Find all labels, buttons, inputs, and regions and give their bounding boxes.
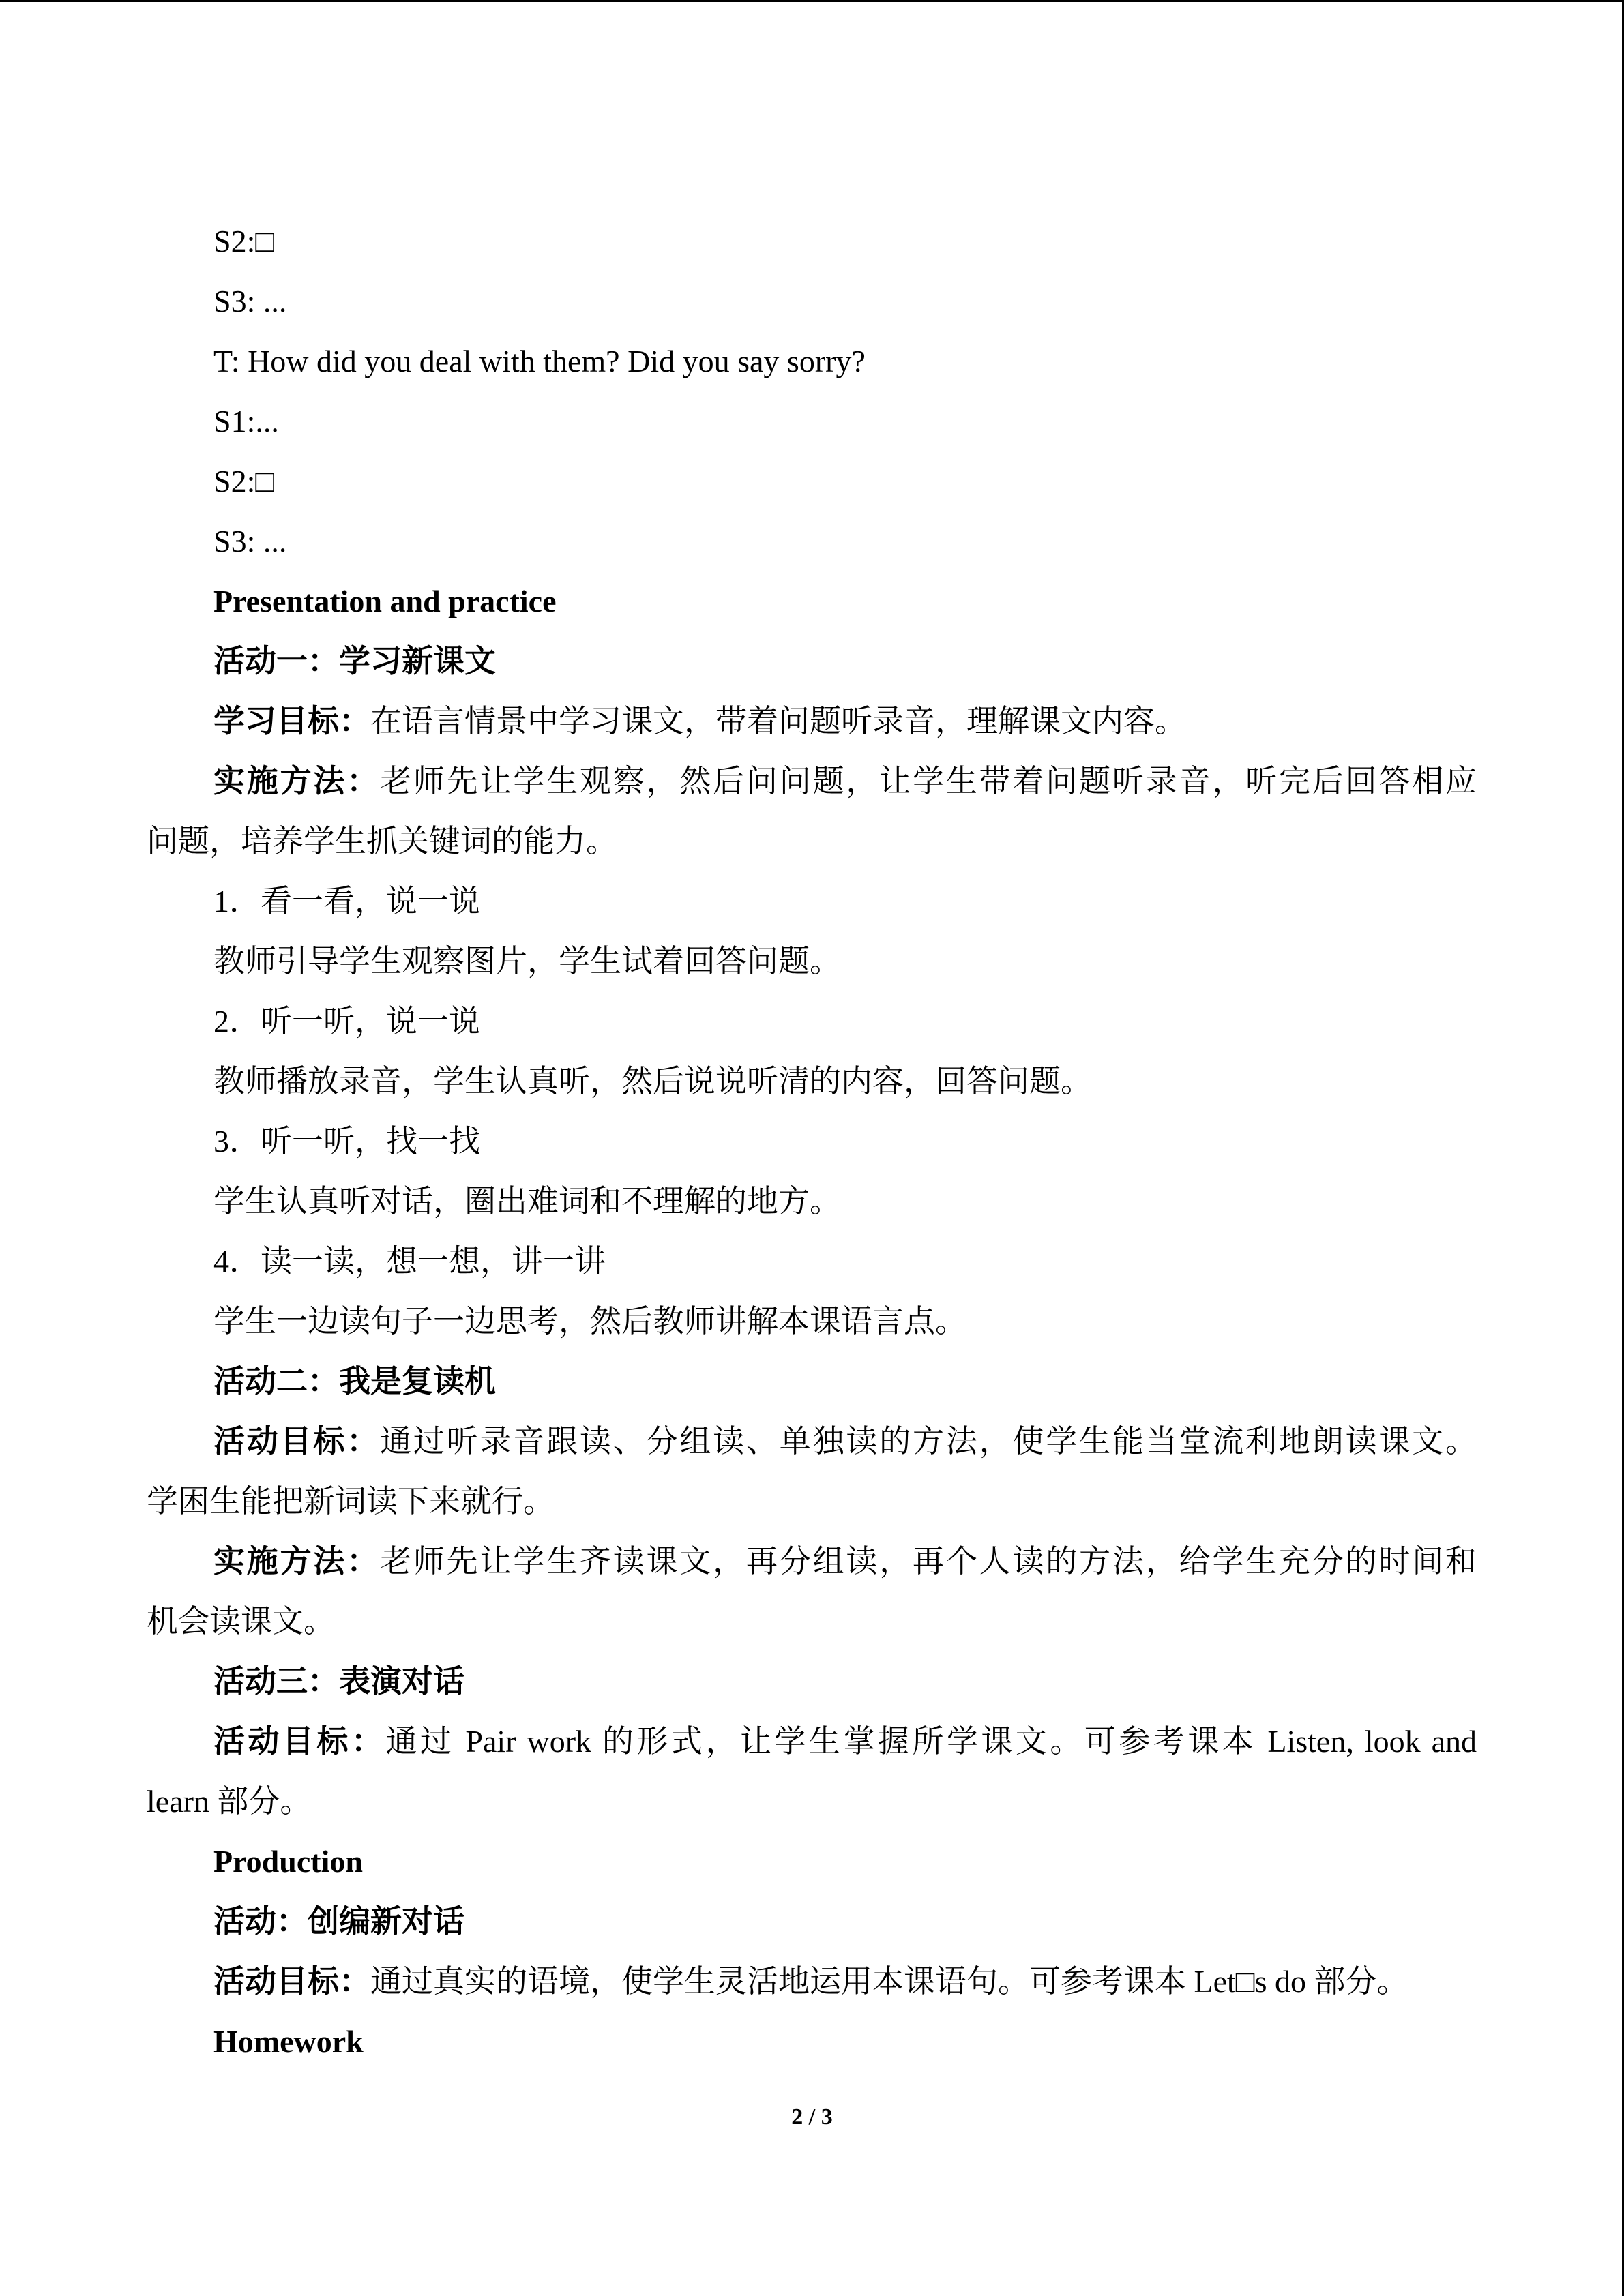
activity-method-cont: 机会读课文。 [147,1604,335,1639]
activity-goal [147,1412,1477,1472]
label: 活动目标： [213,1964,370,1999]
activity-method [147,1532,1477,1592]
step-text: 教师引导学生观察图片，学生试着回答问题。 [213,944,841,979]
dialogue-line: S3: ... [213,284,287,318]
learning-goal [147,691,1477,751]
label: 实施方法： [213,1544,381,1579]
section-heading: Homework [213,2024,364,2059]
section-heading: Presentation and practice [213,584,557,618]
step-title: 4．读一读，想一想，讲一讲 [213,1244,606,1279]
label: 活动目标： [213,1424,381,1459]
step-text: 教师播放录音，学生认真听，然后说说听清的内容，回答问题。 [213,1064,1092,1099]
activity-title: 活动一：学习新课文 [213,644,496,679]
method-line-cont: 问题，培养学生抓关键词的能力。 [147,824,617,859]
activity-goal [147,1952,1477,2012]
dialogue-line: T: How did you deal with them? Did you say sorry? [213,344,866,378]
activity-title: 活动三：表演对话 [213,1664,464,1699]
text: 在语言情景中学习课文，带着问题听录音，理解课文内容。 [370,704,1186,739]
dialogue-line: S2:□ [213,224,275,258]
section-heading: Production [213,1844,363,1879]
dialogue-line: S1:... [213,404,279,438]
label: 实施方法： [213,764,381,799]
method-line [147,751,1477,811]
step-title: 2．听一听，说一说 [213,1004,480,1039]
label: 活动目标： [213,1724,386,1759]
step-title: 1．看一看，说一说 [213,884,480,919]
page-number: 2 / 3 [791,2104,833,2130]
text: 通过真实的语境，使学生灵活地运用本课语句。可参考课本 Let□s do 部分。 [370,1964,1408,1999]
activity-title: 活动：创编新对话 [213,1904,464,1939]
dialogue-line: S3: ... [213,524,287,558]
step-text: 学生认真听对话，圈出难词和不理解的地方。 [213,1184,841,1219]
step-text: 学生一边读句子一边思考，然后教师讲解本课语言点。 [213,1304,966,1339]
text: 通过听录音跟读、分组读、单独读的方法，使学生能当堂流利地朗读课文。 [380,1424,1477,1459]
label: 学习目标： [213,704,370,739]
step-title: 3．听一听，找一找 [213,1124,480,1159]
activity-goal-cont: 学困生能把新词读下来就行。 [147,1484,555,1519]
document-body [147,211,1477,2072]
dialogue-line: S2:□ [213,464,275,498]
text: 老师先让学生齐读课文，再分组读，再个人读的方法，给学生充分的时间和 [380,1544,1477,1579]
top-border-line [0,0,1624,2]
activity-goal [147,1712,1477,1772]
activity-title: 活动二：我是复读机 [213,1364,496,1399]
text: 老师先让学生观察，然后问问题，让学生带着问题听录音，听完后回答相应 [380,764,1477,799]
text: 通过 Pair work 的形式，让学生掌握所学课文。可参考课本 Listen, look and [385,1724,1477,1759]
activity-goal-cont: learn 部分。 [147,1784,312,1819]
